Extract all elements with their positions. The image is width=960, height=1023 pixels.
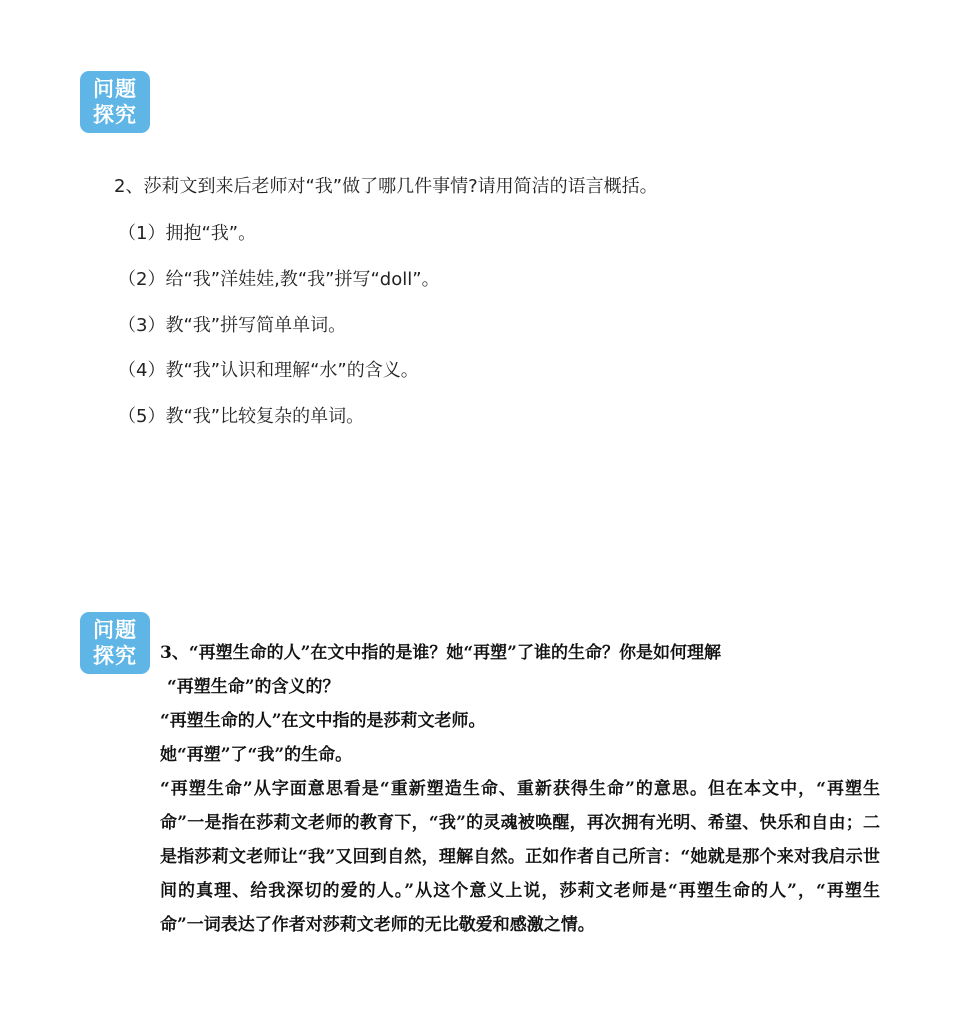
answer-item-1: （1）拥抱“我”。 [118,223,257,244]
answer-item-3: （3）教“我”拼写简单单词。 [118,315,347,336]
question-3-section [160,636,880,942]
answer-who: “再塑生命的人”在文中指的是莎莉文老师。 [160,711,486,731]
badge-line2: 探究 [93,103,137,127]
badge-line2: 探究 [93,644,137,668]
question-3-text-line2: “再塑生命”的含义的？ [167,677,340,697]
question-3-text-line1: 3、“再塑生命的人”在文中指的是谁？她“再塑”了谁的生命？你是如何理解 [160,643,721,663]
section-badge-2 [80,612,150,674]
answer-item-4: （4）教“我”认识和理解“水”的含义。 [118,360,419,381]
badge-line1: 问题 [93,618,137,642]
answer-meaning-paragraph: “再塑生命”从字面意思看是“重新塑造生命、重新获得生命”的意思。但在本文中，“再塑生命”一是指在莎莉文老师的教育下，“我”的灵魂被唤醒，再次拥有光明、希望、快乐和自由；二是指莎莉文老师让“我”又回到自然，理解自然。正如作者自己所言：“她就是那个来对我启示世间的真理、给我深切的爱的人。”从这个意义上说，莎莉文老师是“再塑生命的人”，“再塑生命”一词表达了作者对莎莉文老师的无比敬爱和感激之情。 [160,779,880,935]
answer-item-2: （2）给“我”洋娃娃,教“我”拼写“doll”。 [118,269,440,290]
badge-line1: 问题 [93,77,137,101]
answer-item-5: （5）教“我”比较复杂的单词。 [118,406,365,427]
question-2-text: 2、莎莉文到来后老师对“我”做了哪几件事情?请用简洁的语言概括。 [114,176,658,197]
answer-whose-life: 她“再塑”了“我”的生命。 [160,745,353,765]
section-badge-1 [80,71,150,133]
